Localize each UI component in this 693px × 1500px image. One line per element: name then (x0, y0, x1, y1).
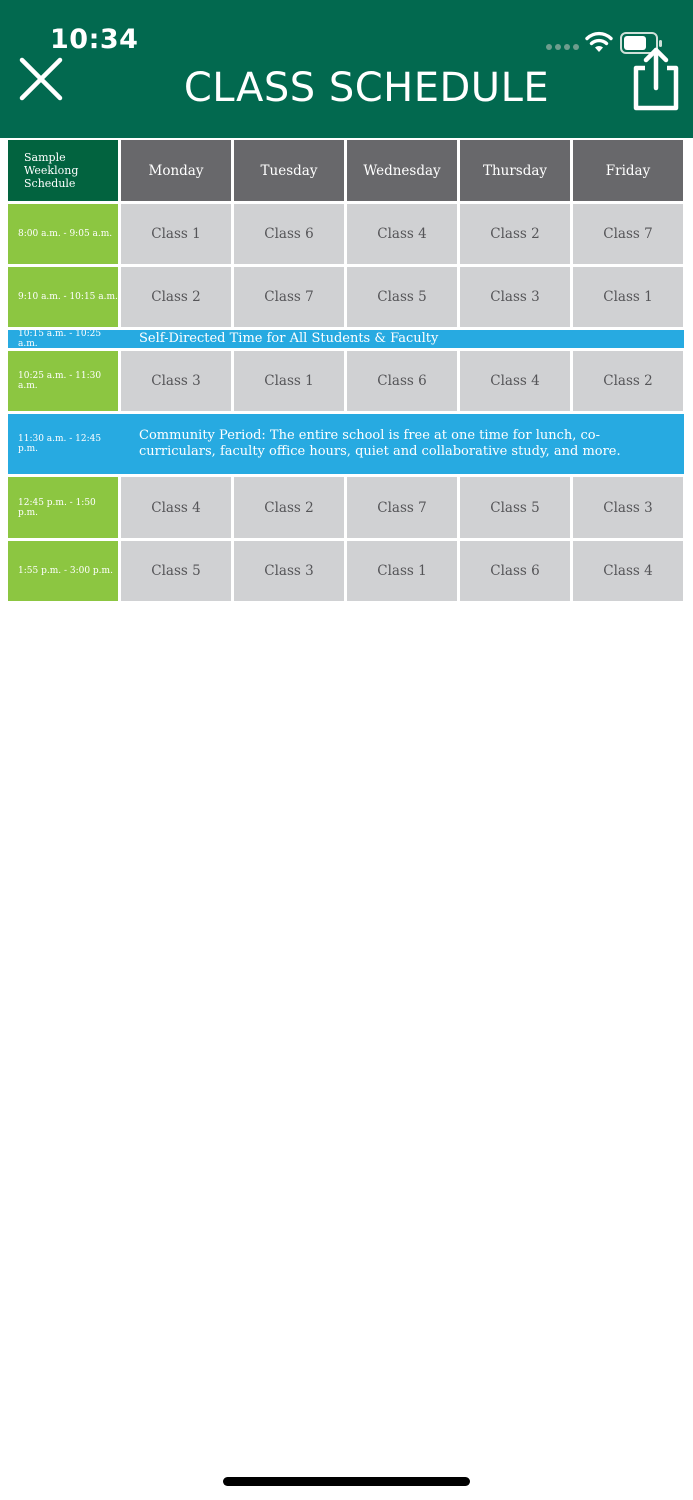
class-cell: Class 3 (460, 267, 570, 327)
class-cell: Class 4 (121, 477, 231, 538)
schedule-row (8, 267, 684, 327)
cellular-signal-icon (546, 44, 580, 52)
home-indicator[interactable] (223, 1477, 470, 1486)
band-time: 10:15 a.m. - 10:25 a.m. (18, 329, 102, 349)
class-cell: Class 3 (234, 541, 344, 601)
band-text: Community Period: The entire school is free at one time for lunch, co-curriculars, faculty office hours, quiet and collaborative study, and more. (139, 428, 621, 459)
day-header-wednesday: Wednesday (347, 140, 457, 201)
status-time: 10:34 (50, 24, 139, 55)
wifi-icon (584, 30, 614, 54)
schedule-table (8, 140, 684, 604)
schedule-corner-label: Sample Weeklong Schedule (8, 140, 118, 201)
day-header-thursday: Thursday (460, 140, 570, 201)
class-cell: Class 4 (347, 204, 457, 264)
class-cell: Class 2 (460, 204, 570, 264)
class-cell: Class 2 (121, 267, 231, 327)
schedule-row (8, 477, 684, 538)
class-cell: Class 1 (121, 204, 231, 264)
day-header-friday: Friday (573, 140, 683, 201)
class-cell: Class 5 (347, 267, 457, 327)
time-slot: 8:00 a.m. - 9:05 a.m. (8, 204, 118, 264)
class-cell: Class 1 (573, 267, 683, 327)
band-time: 11:30 a.m. - 12:45 p.m. (18, 434, 102, 454)
schedule-header-row (8, 140, 684, 201)
time-slot: 1:55 p.m. - 3:00 p.m. (8, 541, 118, 601)
class-cell: Class 7 (573, 204, 683, 264)
class-cell: Class 5 (460, 477, 570, 538)
class-cell: Class 4 (460, 351, 570, 411)
class-cell: Class 3 (573, 477, 683, 538)
class-cell: Class 5 (121, 541, 231, 601)
class-cell: Class 2 (234, 477, 344, 538)
class-cell: Class 6 (234, 204, 344, 264)
class-cell: Class 1 (234, 351, 344, 411)
schedule-row (8, 204, 684, 264)
time-slot: 12:45 p.m. - 1:50 p.m. (8, 477, 118, 538)
band-text: Self-Directed Time for All Students & Faculty (139, 331, 439, 346)
class-cell: Class 3 (121, 351, 231, 411)
class-cell: Class 4 (573, 541, 683, 601)
time-slot: 10:25 a.m. - 11:30 a.m. (8, 351, 118, 411)
page-title: CLASS SCHEDULE (183, 65, 550, 111)
schedule-row (8, 351, 684, 411)
day-header-monday: Monday (121, 140, 231, 201)
class-cell: Class 2 (573, 351, 683, 411)
class-cell: Class 6 (347, 351, 457, 411)
community-period-band (8, 414, 684, 474)
share-icon[interactable] (628, 44, 684, 114)
app-header (0, 0, 693, 138)
self-directed-time-band (8, 330, 684, 348)
schedule-row (8, 541, 684, 601)
class-cell: Class 7 (234, 267, 344, 327)
class-cell: Class 1 (347, 541, 457, 601)
day-header-tuesday: Tuesday (234, 140, 344, 201)
class-cell: Class 6 (460, 541, 570, 601)
time-slot: 9:10 a.m. - 10:15 a.m. (8, 267, 118, 327)
class-cell: Class 7 (347, 477, 457, 538)
